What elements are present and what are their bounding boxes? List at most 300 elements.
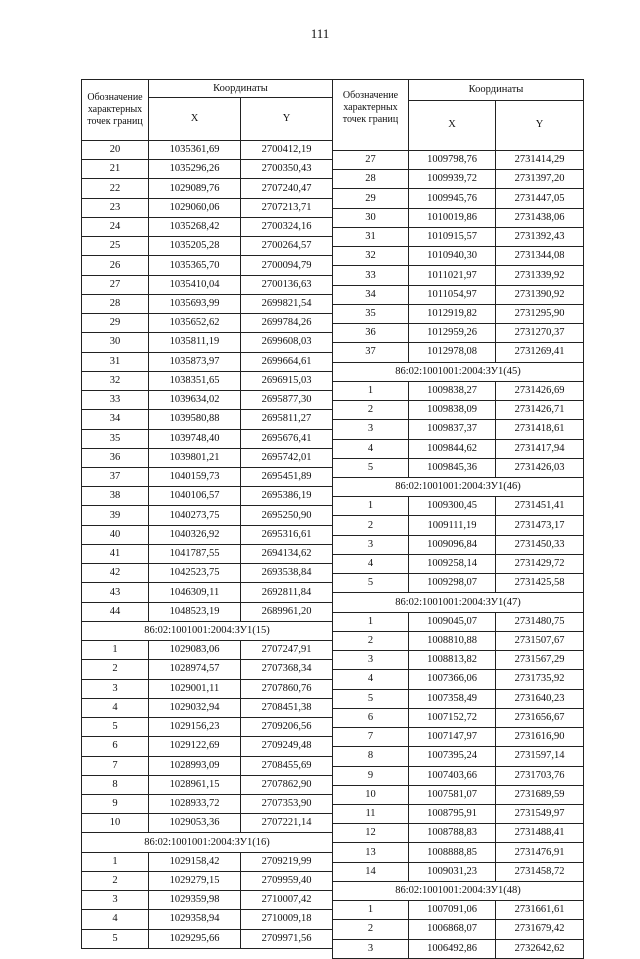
- x-coordinate: 1008788,83: [409, 824, 496, 843]
- table-row: [82, 679, 333, 698]
- y-coordinate: 2707860,76: [241, 679, 333, 698]
- point-number: 11: [333, 804, 409, 823]
- point-number: 5: [333, 689, 409, 708]
- point-number: 10: [333, 785, 409, 804]
- y-coordinate: 2710009,18: [241, 910, 333, 929]
- x-coordinate: 1029089,76: [149, 179, 241, 198]
- y-coordinate: 2731597,14: [496, 747, 584, 766]
- point-number: 4: [333, 439, 409, 458]
- point-number: 35: [82, 429, 149, 448]
- y-coordinate: 2731567,29: [496, 651, 584, 670]
- table-row: [82, 467, 333, 486]
- table-row: [82, 198, 333, 217]
- y-coordinate: 2731344,08: [496, 247, 584, 266]
- table-row: [333, 304, 584, 323]
- y-coordinate: 2707353,90: [241, 794, 333, 813]
- table-row: [333, 612, 584, 631]
- point-number: 4: [82, 910, 149, 929]
- point-number: 14: [333, 862, 409, 881]
- point-number: 35: [333, 304, 409, 323]
- point-number: 1: [333, 901, 409, 920]
- point-number: 4: [333, 670, 409, 689]
- left-coordinates-table: [81, 79, 333, 949]
- y-coordinate: 2707247,91: [241, 641, 333, 660]
- section-label: 86:02:1001001:2004:ЗУ1(16): [82, 833, 333, 852]
- x-coordinate: 1009939,72: [409, 170, 496, 189]
- point-number: 29: [82, 314, 149, 333]
- y-coordinate: 2707240,47: [241, 179, 333, 198]
- y-coordinate: 2695877,30: [241, 391, 333, 410]
- y-coordinate: 2731438,06: [496, 208, 584, 227]
- x-coordinate: 1048523,19: [149, 602, 241, 621]
- section-row: [82, 833, 333, 852]
- point-number: 39: [82, 506, 149, 525]
- y-coordinate: 2731295,90: [496, 304, 584, 323]
- point-number: 3: [333, 420, 409, 439]
- y-coordinate: 2700350,43: [241, 160, 333, 179]
- point-number: 22: [82, 179, 149, 198]
- y-coordinate: 2731417,94: [496, 439, 584, 458]
- table-row: [333, 324, 584, 343]
- y-coordinate: 2695742,01: [241, 448, 333, 467]
- x-coordinate: 1011021,97: [409, 266, 496, 285]
- y-coordinate: 2689961,20: [241, 602, 333, 621]
- y-coordinate: 2695316,61: [241, 525, 333, 544]
- table-row: [82, 852, 333, 871]
- table-row: [333, 458, 584, 477]
- table-row: [82, 871, 333, 890]
- x-coordinate: 1039580,88: [149, 410, 241, 429]
- y-coordinate: 2696915,03: [241, 371, 333, 390]
- x-coordinate: 1010940,30: [409, 247, 496, 266]
- x-coordinate: 1009096,84: [409, 535, 496, 554]
- table-row: [82, 506, 333, 525]
- x-coordinate: 1029001,11: [149, 679, 241, 698]
- x-coordinate: 1008888,85: [409, 843, 496, 862]
- y-coordinate: 2731450,33: [496, 535, 584, 554]
- point-number: 9: [82, 794, 149, 813]
- table-row: [333, 535, 584, 554]
- table-row: [82, 718, 333, 737]
- x-coordinate: 1011054,97: [409, 285, 496, 304]
- section-row: [82, 621, 333, 640]
- y-coordinate: 2731397,20: [496, 170, 584, 189]
- point-number: 23: [82, 198, 149, 217]
- table-row: [82, 910, 333, 929]
- table-row: [82, 429, 333, 448]
- point-number: 34: [82, 410, 149, 429]
- y-header: Y: [496, 100, 584, 150]
- table-row: [333, 420, 584, 439]
- x-coordinate: 1008813,82: [409, 651, 496, 670]
- section-label: 86:02:1001001:2004:ЗУ1(48): [333, 881, 584, 900]
- section-label: 86:02:1001001:2004:ЗУ1(47): [333, 593, 584, 612]
- point-number: 5: [333, 458, 409, 477]
- x-coordinate: 1008795,91: [409, 804, 496, 823]
- point-number: 3: [333, 651, 409, 670]
- x-coordinate: 1012919,82: [409, 304, 496, 323]
- y-coordinate: 2732642,62: [496, 939, 584, 958]
- point-number: 5: [333, 574, 409, 593]
- point-number: 36: [82, 448, 149, 467]
- table-row: [333, 208, 584, 227]
- y-coordinate: 2731476,91: [496, 843, 584, 862]
- x-coordinate: 1008810,88: [409, 631, 496, 650]
- x-coordinate: 1007147,97: [409, 728, 496, 747]
- x-coordinate: 1029279,15: [149, 871, 241, 890]
- table-row: [333, 920, 584, 939]
- y-coordinate: 2695386,19: [241, 487, 333, 506]
- point-number: 12: [333, 824, 409, 843]
- table-row: [333, 516, 584, 535]
- y-coordinate: 2731616,90: [496, 728, 584, 747]
- point-number: 38: [82, 487, 149, 506]
- x-coordinate: 1009838,09: [409, 401, 496, 420]
- table-row: [82, 371, 333, 390]
- x-coordinate: 1035811,19: [149, 333, 241, 352]
- table-row: [333, 439, 584, 458]
- table-row: [333, 862, 584, 881]
- table-row: [333, 574, 584, 593]
- y-coordinate: 2710007,42: [241, 891, 333, 910]
- x-coordinate: 1040273,75: [149, 506, 241, 525]
- point-number: 5: [82, 929, 149, 948]
- y-coordinate: 2731426,69: [496, 381, 584, 400]
- x-coordinate: 1035296,26: [149, 160, 241, 179]
- y-coordinate: 2731392,43: [496, 227, 584, 246]
- point-number: 3: [82, 891, 149, 910]
- x-coordinate: 1046309,11: [149, 583, 241, 602]
- point-number: 2: [82, 660, 149, 679]
- y-coordinate: 2731458,72: [496, 862, 584, 881]
- table-row: [333, 401, 584, 420]
- point-number: 9: [333, 766, 409, 785]
- section-label: 86:02:1001001:2004:ЗУ1(46): [333, 477, 584, 496]
- table-row: [333, 189, 584, 208]
- y-coordinate: 2731679,42: [496, 920, 584, 939]
- table-row: [333, 901, 584, 920]
- table-row: [82, 448, 333, 467]
- x-coordinate: 1009045,07: [409, 612, 496, 631]
- point-number: 3: [333, 939, 409, 958]
- x-coordinate: 1040106,57: [149, 487, 241, 506]
- x-coordinate: 1028993,09: [149, 756, 241, 775]
- x-coordinate: 1029359,98: [149, 891, 241, 910]
- x-coordinate: 1009798,76: [409, 151, 496, 170]
- table-row: [333, 670, 584, 689]
- point-designation-header: Обозначение характерных точек границ: [82, 80, 149, 141]
- y-coordinate: 2708455,69: [241, 756, 333, 775]
- x-coordinate: 1009945,76: [409, 189, 496, 208]
- point-number: 21: [82, 160, 149, 179]
- y-coordinate: 2699821,54: [241, 294, 333, 313]
- y-coordinate: 2709219,99: [241, 852, 333, 871]
- coordinates-tables: [81, 79, 583, 954]
- x-coordinate: 1039801,21: [149, 448, 241, 467]
- table-row: [333, 631, 584, 650]
- table-row: [333, 708, 584, 727]
- table-row: [333, 170, 584, 189]
- page-number: 111: [310, 26, 330, 41]
- table-row: [333, 227, 584, 246]
- y-coordinate: 2700412,19: [241, 141, 333, 160]
- x-coordinate: 1009258,14: [409, 554, 496, 573]
- x-coordinate: 1035205,28: [149, 237, 241, 256]
- y-coordinate: 2731418,61: [496, 420, 584, 439]
- y-coordinate: 2709959,40: [241, 871, 333, 890]
- point-number: 30: [82, 333, 149, 352]
- point-number: 32: [82, 371, 149, 390]
- point-number: 28: [82, 294, 149, 313]
- point-number: 1: [82, 852, 149, 871]
- table-row: [82, 602, 333, 621]
- table-row: [333, 266, 584, 285]
- y-coordinate: 2731661,61: [496, 901, 584, 920]
- table-row: [82, 314, 333, 333]
- point-number: 3: [82, 679, 149, 698]
- point-number: 1: [333, 612, 409, 631]
- table-row: [82, 794, 333, 813]
- table-row: [333, 689, 584, 708]
- y-coordinate: 2731689,59: [496, 785, 584, 804]
- point-number: 3: [333, 535, 409, 554]
- right-table-body: [333, 151, 584, 959]
- point-number: 41: [82, 544, 149, 563]
- table-row: [333, 381, 584, 400]
- y-coordinate: 2731640,23: [496, 689, 584, 708]
- x-coordinate: 1007403,66: [409, 766, 496, 785]
- x-coordinate: 1035365,70: [149, 256, 241, 275]
- x-coordinate: 1006492,86: [409, 939, 496, 958]
- y-coordinate: 2707213,71: [241, 198, 333, 217]
- y-coordinate: 2708451,38: [241, 698, 333, 717]
- point-number: 37: [333, 343, 409, 362]
- table-row: [333, 497, 584, 516]
- table-row: [333, 785, 584, 804]
- x-coordinate: 1029295,66: [149, 929, 241, 948]
- x-coordinate: 1009838,27: [409, 381, 496, 400]
- x-coordinate: 1042523,75: [149, 564, 241, 583]
- y-coordinate: 2731549,97: [496, 804, 584, 823]
- table-row: [333, 804, 584, 823]
- point-number: 13: [333, 843, 409, 862]
- table-row: [333, 939, 584, 958]
- y-coordinate: 2731390,92: [496, 285, 584, 304]
- point-number: 10: [82, 814, 149, 833]
- section-row: [333, 362, 584, 381]
- x-coordinate: 1009111,19: [409, 516, 496, 535]
- x-coordinate: 1029358,94: [149, 910, 241, 929]
- x-coordinate: 1035873,97: [149, 352, 241, 371]
- table-row: [82, 641, 333, 660]
- x-coordinate: 1007581,07: [409, 785, 496, 804]
- point-number: 25: [82, 237, 149, 256]
- point-number: 5: [82, 718, 149, 737]
- point-number: 31: [333, 227, 409, 246]
- table-row: [82, 333, 333, 352]
- x-coordinate: 1041787,55: [149, 544, 241, 563]
- y-coordinate: 2731270,37: [496, 324, 584, 343]
- table-row: [82, 775, 333, 794]
- y-coordinate: 2731735,92: [496, 670, 584, 689]
- x-coordinate: 1009845,36: [409, 458, 496, 477]
- table-row: [82, 891, 333, 910]
- x-coordinate: 1007152,72: [409, 708, 496, 727]
- table-row: [82, 544, 333, 563]
- table-row: [82, 141, 333, 160]
- y-coordinate: 2700264,57: [241, 237, 333, 256]
- coordinates-header: Координаты: [149, 80, 333, 98]
- y-coordinate: 2699608,03: [241, 333, 333, 352]
- point-number: 2: [333, 631, 409, 650]
- y-coordinate: 2695451,89: [241, 467, 333, 486]
- y-coordinate: 2731426,71: [496, 401, 584, 420]
- table-row: [333, 651, 584, 670]
- section-label: 86:02:1001001:2004:ЗУ1(45): [333, 362, 584, 381]
- x-header: X: [149, 98, 241, 141]
- y-coordinate: 2707221,14: [241, 814, 333, 833]
- point-number: 26: [82, 256, 149, 275]
- x-coordinate: 1009844,62: [409, 439, 496, 458]
- table-row: [82, 929, 333, 948]
- x-coordinate: 1039748,40: [149, 429, 241, 448]
- x-coordinate: 1029083,06: [149, 641, 241, 660]
- x-coordinate: 1029156,23: [149, 718, 241, 737]
- left-table-body: [82, 141, 333, 949]
- y-coordinate: 2700094,79: [241, 256, 333, 275]
- point-number: 6: [333, 708, 409, 727]
- point-number: 4: [82, 698, 149, 717]
- table-row: [82, 217, 333, 236]
- point-number: 24: [82, 217, 149, 236]
- y-header: Y: [241, 98, 333, 141]
- section-row: [333, 881, 584, 900]
- table-row: [333, 824, 584, 843]
- point-number: 2: [333, 516, 409, 535]
- point-number: 7: [333, 728, 409, 747]
- table-row: [82, 756, 333, 775]
- y-coordinate: 2731473,17: [496, 516, 584, 535]
- point-number: 2: [82, 871, 149, 890]
- point-designation-header: Обозначение характерных точек границ: [333, 80, 409, 151]
- y-coordinate: 2731425,58: [496, 574, 584, 593]
- y-coordinate: 2731269,41: [496, 343, 584, 362]
- point-number: 40: [82, 525, 149, 544]
- table-row: [82, 564, 333, 583]
- x-coordinate: 1039634,02: [149, 391, 241, 410]
- table-row: [82, 660, 333, 679]
- x-coordinate: 1029053,36: [149, 814, 241, 833]
- point-number: 27: [333, 151, 409, 170]
- section-row: [333, 477, 584, 496]
- point-number: 43: [82, 583, 149, 602]
- x-coordinate: 1035693,99: [149, 294, 241, 313]
- table-row: [82, 352, 333, 371]
- x-coordinate: 1028933,72: [149, 794, 241, 813]
- y-coordinate: 2731429,72: [496, 554, 584, 573]
- point-number: 1: [82, 641, 149, 660]
- y-coordinate: 2699664,61: [241, 352, 333, 371]
- y-coordinate: 2731703,76: [496, 766, 584, 785]
- x-coordinate: 1029158,42: [149, 852, 241, 871]
- point-number: 20: [82, 141, 149, 160]
- y-coordinate: 2692811,84: [241, 583, 333, 602]
- table-row: [82, 525, 333, 544]
- x-coordinate: 1040326,92: [149, 525, 241, 544]
- y-coordinate: 2700324,16: [241, 217, 333, 236]
- table-row: [333, 728, 584, 747]
- x-coordinate: 1028974,57: [149, 660, 241, 679]
- y-coordinate: 2731507,67: [496, 631, 584, 650]
- x-coordinate: 1029060,06: [149, 198, 241, 217]
- point-number: 42: [82, 564, 149, 583]
- y-coordinate: 2731414,29: [496, 151, 584, 170]
- point-number: 44: [82, 602, 149, 621]
- table-row: [333, 151, 584, 170]
- x-coordinate: 1009031,23: [409, 862, 496, 881]
- point-number: 28: [333, 170, 409, 189]
- point-number: 1: [333, 381, 409, 400]
- point-number: 8: [333, 747, 409, 766]
- table-row: [82, 487, 333, 506]
- y-coordinate: 2731488,41: [496, 824, 584, 843]
- point-number: 30: [333, 208, 409, 227]
- table-row: [333, 843, 584, 862]
- point-number: 34: [333, 285, 409, 304]
- table-row: [333, 343, 584, 362]
- x-coordinate: 1040159,73: [149, 467, 241, 486]
- y-coordinate: 2695676,41: [241, 429, 333, 448]
- x-coordinate: 1007366,06: [409, 670, 496, 689]
- right-coordinates-table: [332, 79, 584, 959]
- y-coordinate: 2709249,48: [241, 737, 333, 756]
- y-coordinate: 2731451,41: [496, 497, 584, 516]
- y-coordinate: 2707368,34: [241, 660, 333, 679]
- point-number: 2: [333, 920, 409, 939]
- point-number: 33: [82, 391, 149, 410]
- y-coordinate: 2699784,26: [241, 314, 333, 333]
- y-coordinate: 2731480,75: [496, 612, 584, 631]
- table-row: [333, 766, 584, 785]
- y-coordinate: 2709206,56: [241, 718, 333, 737]
- x-coordinate: 1007091,06: [409, 901, 496, 920]
- x-coordinate: 1009298,07: [409, 574, 496, 593]
- table-row: [333, 285, 584, 304]
- table-row: [333, 747, 584, 766]
- point-number: 33: [333, 266, 409, 285]
- point-number: 6: [82, 737, 149, 756]
- table-row: [333, 247, 584, 266]
- y-coordinate: 2731656,67: [496, 708, 584, 727]
- table-row: [333, 554, 584, 573]
- x-coordinate: 1035361,69: [149, 141, 241, 160]
- table-row: [82, 160, 333, 179]
- point-number: 4: [333, 554, 409, 573]
- x-coordinate: 1010915,57: [409, 227, 496, 246]
- table-row: [82, 237, 333, 256]
- x-coordinate: 1009837,37: [409, 420, 496, 439]
- y-coordinate: 2695811,27: [241, 410, 333, 429]
- y-coordinate: 2707862,90: [241, 775, 333, 794]
- table-row: [82, 583, 333, 602]
- y-coordinate: 2695250,90: [241, 506, 333, 525]
- y-coordinate: 2694134,62: [241, 544, 333, 563]
- x-coordinate: 1029122,69: [149, 737, 241, 756]
- y-coordinate: 2709971,56: [241, 929, 333, 948]
- y-coordinate: 2693538,84: [241, 564, 333, 583]
- point-number: 29: [333, 189, 409, 208]
- table-row: [82, 256, 333, 275]
